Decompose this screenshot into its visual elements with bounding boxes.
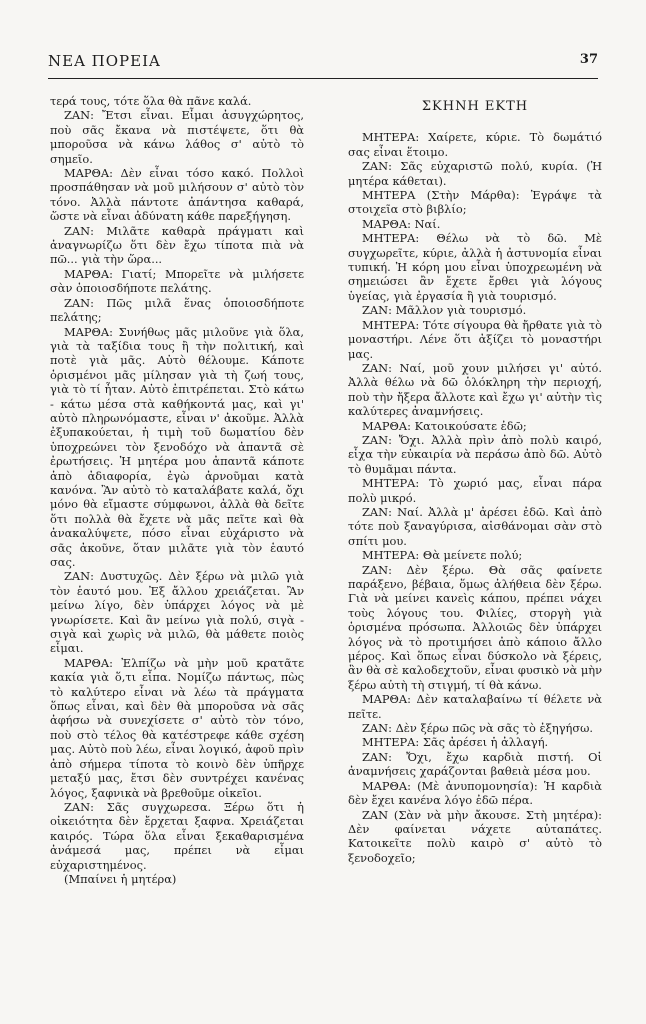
text-paragraph: (Μπαίνει ἡ μητέρα)	[64, 871, 177, 886]
text-paragraph: ΜΑΡΘΑ: Ναί.	[362, 216, 441, 231]
text-paragraph: ΜΑΡΘΑ: Δὲν εἶναι τόσο κακό. Πολλοὶ προσπάθησαν νὰ μοῦ μιλήσουν σ' αὐτὸ τὸν τόνο. Ἀλλὰ πάντοτε ἀπάντησα καθαρά, ὥστε νὰ εἶναι ἀδύνατη κάθε παρεξήγηση.	[50, 166, 304, 224]
text-paragraph: ΜΗΤΕΡΑ: Χαίρετε, κύριε. Τὸ δωμάτιό σας εἶναι ἕτοιμο.	[348, 130, 602, 159]
text-paragraph: ΖΑΝ: Ναί. Ἀλλὰ μ' ἀρέσει ἐδῶ. Καὶ ἀπὸ τότε ποὺ ξαναγύρισα, αἰσθάνομαι σὰν στὸ σπίτι μου.	[348, 504, 602, 548]
text-paragraph: ΖΑΝ: Δὲν ξέρω πῶς νὰ σᾶς τὸ ἐξηγήσω.	[362, 721, 594, 736]
text-paragraph: ΖΑΝ: Μιλᾶτε καθαρὰ πράγματι καὶ ἀναγνωρίζω ὅτι δὲν ἔχω τίποτα πιὰ νὰ πῶ... γιὰ τὴν ὥρα...	[50, 223, 304, 267]
text-paragraph: ΖΑΝ: Δὲν ξέρω. Θὰ σᾶς φαίνετε παράξενο, βέβαια, ὅμως ἀλήθεια δὲν ξέρω. Γιὰ νὰ μείνει κανεὶς κάπου, πρέπει νάχει τοὺς λόγους του. Φιλίες, στοργὴ γιὰ ὁρισμένα πρόσωπα. Ἀλλοιῶς δὲν ὑπάρχει λόγος νὰ τὸ προτιμήσει ἀπὸ κάποιο ἄλλο μέρος. Καὶ ὅπως εἶναι δύσκολο νὰ ξέρεις, ἂν θὰ σὲ καλοδεχτοῦν, εἶναι φυσικὸ νὰ μὴν ξέρω αὐτὴ τὴ στιγμή, τί θὰ κάνω.	[348, 562, 602, 692]
page-number: 37	[579, 52, 598, 67]
right-text-column	[348, 94, 602, 974]
text-paragraph: ΖΑΝ: Δυστυχῶς. Δὲν ξέρω νὰ μιλῶ γιὰ τὸν ἑαυτό μου. Ἐξ ἄλλου χρειάζεται. Ἂν μείνω λίγο, δὲν ὑπάρχει λόγος νὰ μὲ γνωρίσετε. Καὶ ἂν μείνω γιὰ πολύ, σιγὰ - σιγὰ καὶ χωρὶς νὰ μιλῶ, θὰ μάθετε ποιὸς εἶμαι.	[50, 569, 304, 656]
text-paragraph: ΜΗΤΕΡΑ: Τότε σίγουρα θὰ ἤρθατε γιὰ τὸ μοναστήρι. Λένε ὅτι ἀξίζει τὸ μοναστήρι μας.	[348, 317, 602, 361]
text-paragraph: ΖΑΝ: Σᾶς εὐχαριστῶ πολύ, κυρία. (Ἡ μητέρα κάθεται).	[348, 159, 602, 188]
text-paragraph: ΜΗΤΕΡΑ: Θέλω νὰ τὸ δῶ. Μὲ συγχωρεῖτε, κύριε, ἀλλὰ ἡ ἀστυνομία εἶναι τυπική. Ἡ κόρη μου εἶναι ὑποχρεωμένη νὰ σημειώσει ἂν ἔχετε ἔρθει γιὰ λόγους ὑγείας, γιὰ ἐργασία ἢ γιὰ τουρισμό.	[348, 231, 602, 303]
text-paragraph: ΜΑΡΘΑ: Ἐλπίζω νὰ μὴν μοῦ κρατᾶτε κακία γιὰ ὅ,τι εἶπα. Νομίζω πάντως, πὼς τὸ καλύτερο εἶναι νὰ λέω τὰ πράγματα ὅπως εἶναι, καὶ δὲν θὰ μποροῦσα νὰ σᾶς ἀφήσω νὰ συνεχίσετε σ' αὐτὸ τὸν τόνο, ποὺ στὸ τέλος θὰ κατέστρεφε κάθε σχέση μας. Αὐτὸ ποὺ λέω, εἶναι λογικό, ἀφοῦ πρὶν ἀπὸ σήμερα τίποτα τὸ κοινὸ δὲν ὑπῆρχε μεταξύ μας, ἔτσι δὲν συντρέχει κανένας λόγος, ξαφνικὰ νὰ βρεθοῦμε οἰκεῖοι.	[50, 655, 304, 800]
text-paragraph: ΜΗΤΕΡΑ: Τὸ χωριό μας, εἶναι πάρα πολὺ μικρό.	[348, 476, 602, 505]
text-paragraph: ΜΗΤΕΡΑ (Στὴν Μάρθα): Ἐγράψε τὰ στοιχεῖα στὸ βιβλίο;	[348, 188, 602, 217]
text-paragraph: τερά τους, τότε ὅλα θὰ πᾶνε καλά.	[50, 94, 252, 108]
text-paragraph: ΜΗΤΕΡΑ: Σᾶς ἀρέσει ἡ ἀλλαγή.	[362, 735, 549, 750]
text-paragraph: ΖΑΝ: Πῶς μιλᾶ ἕνας ὁποιοσδήποτε πελάτης;	[50, 295, 304, 325]
text-paragraph: ΖΑΝ: Ὄχι, ἔχω καρδιὰ πιστή. Οἱ ἀναμνήσεις χαράζονται βαθειὰ μέσα μου.	[348, 749, 602, 779]
text-paragraph: ΖΑΝ: Ὄχι. Ἀλλὰ πρὶν ἀπὸ πολὺ καιρό, εἶχα τὴν εὐκαιρία νὰ περάσω ἀπὸ δῶ. Αὐτὸ τὸ θυμᾶμαι πάντα.	[348, 432, 602, 476]
text-paragraph: ΜΑΡΘΑ: Δὲν καταλαβαίνω τί θέλετε νὰ πεῖτε.	[348, 692, 602, 721]
text-paragraph: ΖΑΝ: Μᾶλλον γιὰ τουρισμό.	[362, 303, 527, 318]
journal-title: ΝΕΑ ΠΟΡΕΙΑ	[48, 52, 161, 70]
text-paragraph: ΜΑΡΘΑ: Κατοικούσατε ἐδῶ;	[362, 418, 527, 433]
text-paragraph: ΖΑΝ: Ἔτσι εἶναι. Εἶμαι ἀσυγχώρητος, ποὺ σᾶς ἔκανα νὰ πιστέψετε, ὅτι θὰ μποροῦσα νὰ κάνω λάθος σ' αὐτὸ τὸ σημεῖο.	[50, 108, 304, 166]
scene-heading: ΣΚΗΝΗ ΕΚΤΗ	[421, 99, 529, 114]
right-column-body	[348, 130, 602, 865]
running-header	[48, 52, 598, 79]
text-paragraph: ΜΑΡΘΑ: Συνήθως μᾶς μιλοῦνε γιὰ ὅλα, γιὰ τὰ ταξίδια τους ἢ τὴν πολιτική, καὶ ποτὲ γιὰ μᾶς. Αὐτὸ θέλουμε. Κάποτε ὁρισμένοι μᾶς μίλησαν γιὰ τὴ ζωή τους, γιὰ τὸ τί ἦταν. Αὐτὸ ἐπιτρέπεται. Στὸ κάτω - κάτω μέσα στὰ καθήκοντά μας, καὶ γι' αὐτὸ πληρωνόμαστε, εἶναι ν' ἀκοῦμε. Ἀλλὰ ἐξυπακούεται, ἡ τιμὴ τοῦ δωματίου δὲν ὑποχρεώνει τὸν ξενοδόχο νὰ ἀπαντᾶ σὲ ἐρωτήσεις. Ἡ μητέρα μου ἀπαντᾶ κάποτε ἀπὸ ἀδιαφορία, ἐγὼ ἀρνοῦμαι κατὰ κανόνα. Ἂν αὐτὸ τὸ καταλάβατε καλά, ὄχι μόνο θὰ εἴμαστε σύμφωνοι, ἀλλὰ θὰ δεῖτε ὅτι πολλὰ θὰ ἔχετε νὰ μᾶς πεῖτε καὶ θὰ ἀνακαλύψετε, πόσο εἶναι εὐχάριστο νὰ σᾶς ἀκοῦνε, ὅταν μιλᾶτε γιὰ τὸν ἑαυτό σας.	[50, 324, 304, 569]
text-paragraph: ΖΑΝ: Ναί, μοῦ χουν μιλήσει γι' αὐτό. Ἀλλὰ θέλω νὰ δῶ ὁλόκληρη τὴν περιοχή, ποὺ τὴν ἤξερα ἄλλοτε καὶ ἔχω γι' αὐτὴν τὶς καλύτερες ἀναμνήσεις.	[348, 360, 602, 419]
text-paragraph: ΜΑΡΘΑ: (Μὲ ἀνυπομονησία): Ἡ καρδιὰ δὲν ἔχει κανένα λόγο ἐδῶ πέρα.	[348, 778, 602, 808]
text-paragraph: ΜΗΤΕΡΑ: Θὰ μείνετε πολύ;	[362, 548, 523, 563]
text-paragraph: ΜΑΡΘΑ: Γιατί; Μπορεῖτε νὰ μιλήσετε σὰν ὁποιοσδήποτε πελάτης.	[50, 266, 304, 296]
text-paragraph: ΖΑΝ: Σᾶς συγχωρεσα. Ξέρω ὅτι ἡ οἰκειότητα δὲν ἔρχεται ξαφνα. Χρειάζεται καιρός. Τώρα ὅλα εἶναι ξεκαθαρισμένα ἀνάμεσά μας, πρέπει νὰ εἶμαι εὐχαριστημένος.	[50, 799, 304, 872]
left-text-column	[50, 94, 304, 974]
text-paragraph: ΖΑΝ (Σὰν νὰ μὴν ἄκουσε. Στὴ μητέρα): Δὲν φαίνεται νάχετε αὐταπάτες. Κατοικεῖτε πολὺ καιρὸ σ' αὐτὸ τὸ ξενοδοχεῖο;	[348, 807, 602, 865]
